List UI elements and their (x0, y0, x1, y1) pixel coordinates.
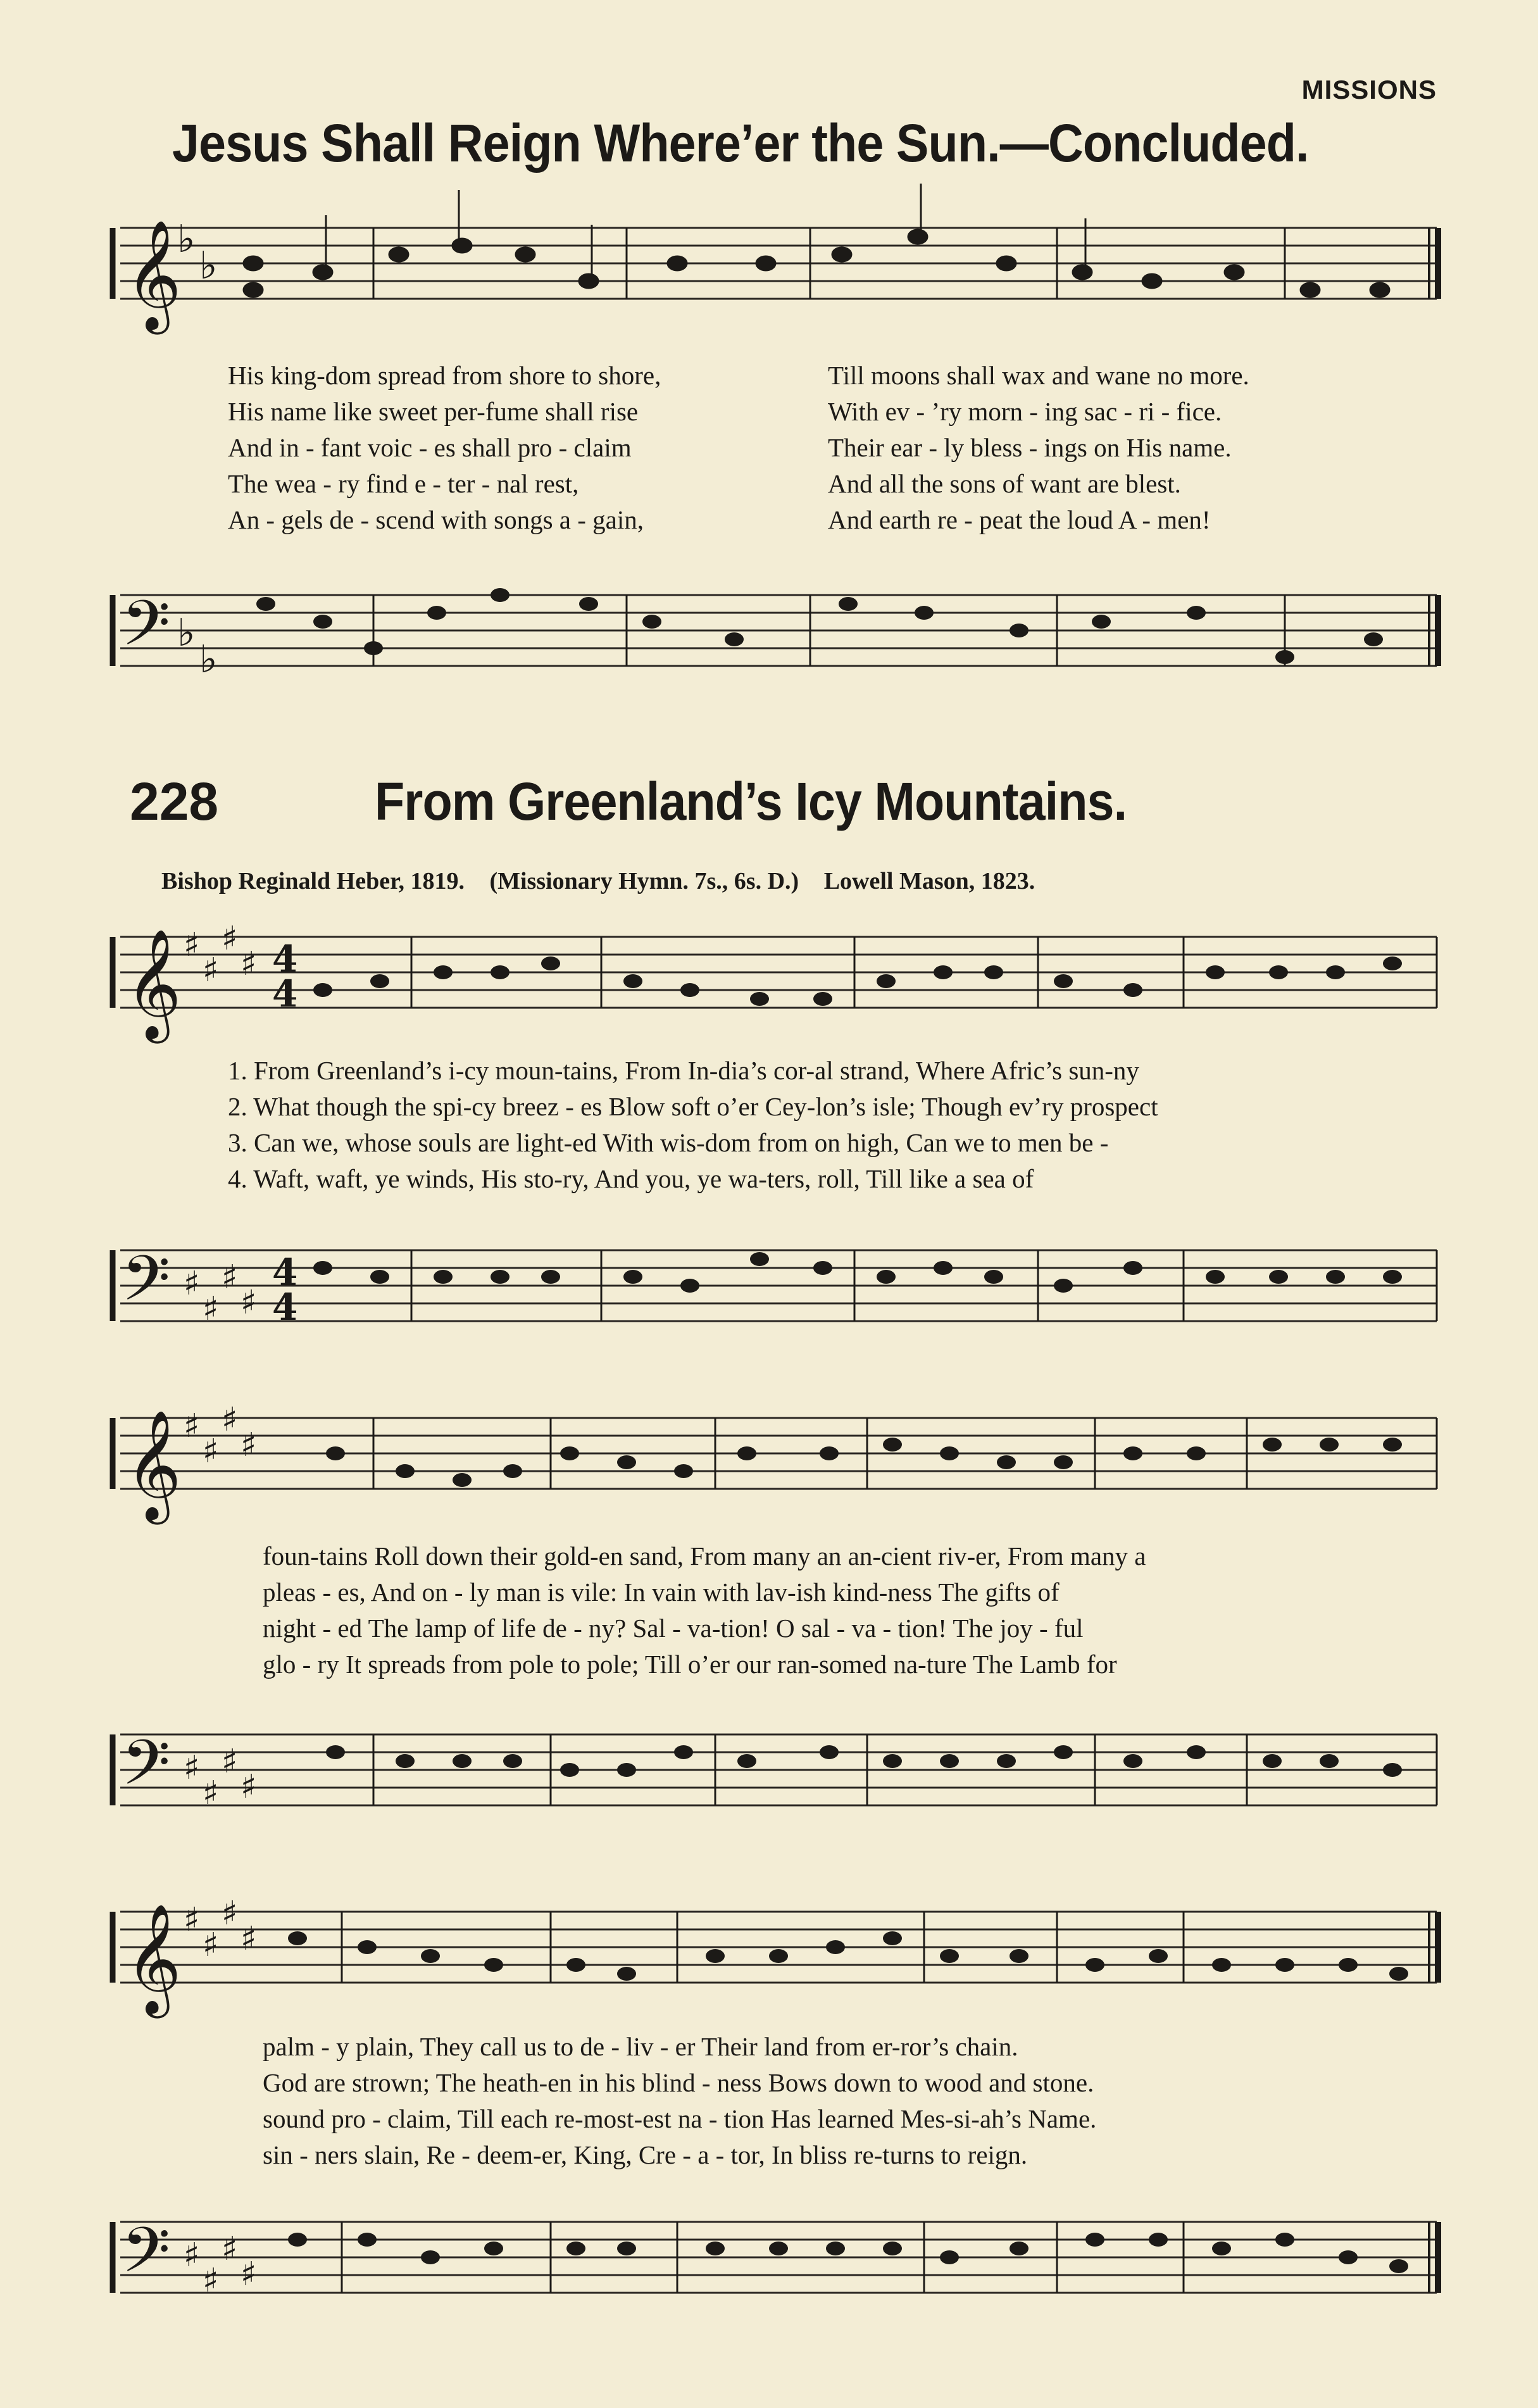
previous-hymn-title: Jesus Shall Reign Where’er the Sun.—Concluded. (172, 113, 1309, 173)
svg-text:♯: ♯ (241, 1920, 257, 1958)
system1-bass-staff (108, 1225, 1443, 1351)
svg-text:♯: ♯ (184, 926, 200, 964)
svg-text:♯: ♯ (203, 1774, 219, 1812)
section-label: MISSIONS (1301, 75, 1437, 104)
svg-text:♯: ♯ (203, 2262, 219, 2300)
lyric-line: pleas - es, And on - ly man is vile: In vain with lav-ish kind-ness The gifts of (263, 1577, 1060, 1607)
svg-text:𝄢: 𝄢 (122, 587, 171, 675)
lyric-line: An - gels de - scend with songs a - gain, (228, 505, 644, 534)
lyric-line: God are strown; The heath-en in his blind - ness Bows down to wood and stone. (263, 2068, 1094, 2097)
svg-text:♯: ♯ (241, 1768, 257, 1806)
system3-treble-staff (108, 1886, 1443, 2026)
hymn-composer: Lowell Mason, 1823. (823, 868, 1035, 894)
previous-hymn-treble-staff (108, 190, 1443, 354)
lyric-line: Till moons shall wax and wane no more. (828, 361, 1249, 390)
lyric-line: 3. Can we, whose souls are light-ed With wis-dom from on high, Can we to men be - (228, 1128, 1109, 1157)
lyric-line: The wea - ry find e - ter - nal rest, (228, 469, 579, 498)
svg-text:♯: ♯ (184, 1749, 200, 1787)
lyric-line: palm - y plain, They call us to de - liv - er Their land from er-ror’s chain. (263, 2032, 1018, 2061)
svg-text:𝄢: 𝄢 (122, 1727, 171, 1815)
lyric-line: foun-tains Roll down their gold-en sand, From many an an-cient riv-er, From many a (263, 1541, 1146, 1571)
svg-text:♯: ♯ (222, 920, 238, 958)
svg-text:♭: ♭ (177, 611, 196, 655)
svg-text:♭: ♭ (177, 217, 196, 261)
svg-text:♯: ♯ (222, 1258, 238, 1296)
system3-lyrics (263, 2029, 1096, 2173)
svg-text:𝄞: 𝄞 (125, 220, 182, 330)
lyric-line: sound pro - claim, Till each re-most-est na - tion Has learned Mes-si-ah’s Name. (263, 2104, 1097, 2133)
system2-lyrics (263, 1538, 1146, 1683)
hymn-tune-meter: (Missionary Hymn. 7s., 6s. D.) (489, 868, 799, 894)
lyric-line: sin - ners slain, Re - deem-er, King, Cre - a - tor, In bliss re-turns to reign. (263, 2140, 1028, 2169)
svg-text:♯: ♯ (241, 1284, 257, 1322)
lyric-line: night - ed The lamp of life de - ny? Sal - va-tion! O sal - va - tion! The joy - ful (263, 1614, 1084, 1643)
lyric-line: 2. What though the spi-cy breez - es Blow soft o’er Cey-lon’s isle; Though ev’ry prospect (228, 1092, 1158, 1121)
svg-text:♭: ♭ (199, 637, 218, 682)
system1-lyrics (228, 1053, 1158, 1197)
svg-text:4: 4 (272, 1251, 298, 1294)
svg-text:♯: ♯ (203, 1290, 219, 1328)
svg-text:♯: ♯ (203, 951, 219, 989)
svg-text:♯: ♯ (241, 1426, 257, 1464)
hymn-credits (161, 867, 1054, 895)
lyric-line: glo - ry It spreads from pole to pole; Till o’er our ran-somed na-ture The Lamb for (263, 1650, 1117, 1679)
previous-hymn-bass-staff (108, 557, 1443, 709)
system3-bass-staff (108, 2197, 1443, 2336)
system1-treble-staff (108, 912, 1443, 1051)
hymn-title: From Greenland’s Icy Mountains. (375, 772, 1127, 831)
svg-text:𝄢: 𝄢 (122, 2214, 171, 2302)
lyric-line: Their ear - ly bless - ings on His name. (828, 433, 1232, 462)
svg-text:♯: ♯ (222, 1895, 238, 1933)
svg-text:♯: ♯ (184, 1265, 200, 1303)
lyric-line: And in - fant voic - es shall pro - claim (228, 433, 632, 462)
lyric-line: 1. From Greenland’s i-cy moun-tains, From In-dia’s cor-al strand, Where Afric’s sun-ny (228, 1056, 1139, 1085)
svg-text:♭: ♭ (199, 244, 218, 288)
svg-text:♯: ♯ (184, 2236, 200, 2274)
lyric-line: And earth re - peat the loud A - men! (828, 505, 1211, 534)
svg-text:𝄞: 𝄞 (125, 1410, 182, 1520)
previous-hymn-lyrics-right (828, 358, 1249, 538)
svg-text:♯: ♯ (241, 2255, 257, 2293)
lyric-line: And all the sons of want are blest. (828, 469, 1181, 498)
svg-text:♯: ♯ (184, 1407, 200, 1445)
svg-text:♯: ♯ (222, 2230, 238, 2268)
lyric-line: With ev - ’ry morn - ing sac - ri - fice. (828, 397, 1222, 426)
svg-text:♯: ♯ (241, 945, 257, 983)
svg-text:♯: ♯ (222, 1401, 238, 1439)
svg-text:4: 4 (272, 1286, 298, 1329)
svg-text:𝄞: 𝄞 (125, 1903, 182, 2014)
svg-text:♯: ♯ (203, 1433, 219, 1471)
lyric-line: His king-dom spread from shore to shore, (228, 361, 661, 390)
lyric-line: His name like sweet per-fume shall rise (228, 397, 639, 426)
svg-text:♯: ♯ (203, 1926, 219, 1964)
system2-treble-staff (108, 1393, 1443, 1532)
svg-text:♯: ♯ (184, 1901, 200, 1939)
previous-hymn-lyrics-left (228, 358, 661, 538)
lyric-line: 4. Waft, waft, ye winds, His sto-ry, And you, ye wa-ters, roll, Till like a sea of (228, 1164, 1034, 1193)
hymn-author: Bishop Reginald Heber, 1819. (161, 868, 465, 894)
time-signature-top: 4 (272, 937, 298, 981)
system2-bass-staff (108, 1709, 1443, 1836)
time-signature-bottom: 4 (272, 972, 298, 1015)
svg-text:♯: ♯ (222, 1743, 238, 1781)
svg-text:𝄞: 𝄞 (125, 929, 182, 1039)
svg-text:𝄢: 𝄢 (122, 1243, 171, 1331)
hymn-number: 228 (130, 772, 219, 831)
